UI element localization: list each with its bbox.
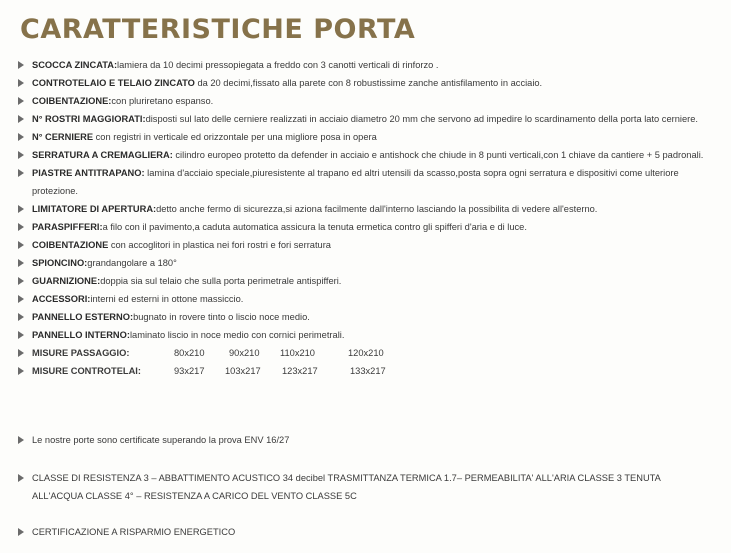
feature-label: PARASPIFFERI: xyxy=(32,222,103,232)
feature-text: con accoglitori in plastica nei fori rostri e fori serratura xyxy=(108,240,331,250)
feature-text: detto anche fermo di sicurezza,si aziona facilmente dall'interno lasciando la possibilita di vedere all'esterno. xyxy=(156,204,598,214)
feature-cerniere xyxy=(18,128,718,146)
bullet-icon xyxy=(18,436,24,444)
feature-text: con registri in verticale ed orizzontale per una migliore posa in opera xyxy=(93,132,377,142)
measure-value: 120x210 xyxy=(348,348,384,358)
bullet-icon xyxy=(18,151,24,159)
feature-serratura xyxy=(18,146,718,164)
bullet-icon xyxy=(18,474,24,482)
feature-text: grandangolare a 180° xyxy=(87,258,177,268)
feature-pannello-interno xyxy=(18,326,718,344)
note-classes xyxy=(18,469,712,505)
feature-label: COIBENTAZIONE xyxy=(32,240,109,250)
note-energy xyxy=(18,523,712,541)
feature-label: COIBENTAZIONE: xyxy=(32,96,112,106)
note-text: CERTIFICAZIONE A RISPARMIO ENERGETICO xyxy=(32,527,236,537)
feature-text: lamiera da 10 decimi pressopiegata a freddo con 3 canotti verticali di rinforzo . xyxy=(117,60,439,70)
feature-text: laminato liscio in noce medio con cornici perimetrali. xyxy=(129,330,345,340)
features-list xyxy=(18,56,718,380)
bullet-icon xyxy=(18,528,24,536)
bullet-icon xyxy=(18,205,24,213)
measure-value: 80x210 xyxy=(174,348,205,358)
bullet-icon xyxy=(18,169,24,177)
bullet-icon xyxy=(18,97,24,105)
feature-label: SPIONCINO: xyxy=(32,258,88,268)
feature-label: PIASTRE ANTITRAPANO: xyxy=(32,168,145,178)
bullet-icon xyxy=(18,331,24,339)
feature-label: SERRATURA A CREMAGLIERA: xyxy=(32,150,173,160)
feature-text: con pluriretano espanso. xyxy=(111,96,214,106)
bullet-icon xyxy=(18,295,24,303)
measure-value: 110x210 xyxy=(280,348,315,358)
measure-label: MISURE CONTROTELAI: xyxy=(32,366,141,376)
bullet-icon xyxy=(18,61,24,69)
bullet-icon xyxy=(18,115,24,123)
note-text: CLASSE DI RESISTENZA 3 – ABBATTIMENTO ACUSTICO 34 decibel TRASMITTANZA TERMICA 1.7– PERMEABILITA' ALL'ARIA CLASSE 3 TENUTA ALL'ACQUA CLASSE 4° – RESISTENZA A CARICO DEL VENTO CLASSE 5C xyxy=(32,473,661,501)
feature-scocca xyxy=(18,56,718,74)
feature-text: interni ed esterni in ottone massiccio. xyxy=(90,294,244,304)
note-text: Le nostre porte sono certificate superando la prova ENV 16/27 xyxy=(32,435,290,445)
bullet-icon xyxy=(18,313,24,321)
feature-coibentazione xyxy=(18,92,718,110)
bullet-icon xyxy=(18,223,24,231)
feature-pannello-esterno xyxy=(18,308,718,326)
feature-rostri xyxy=(18,110,718,128)
bullet-icon xyxy=(18,259,24,267)
page-title: CARATTERISTICHE PORTA xyxy=(20,14,416,45)
bullet-icon xyxy=(18,367,24,375)
feature-text: bugnato in rovere tinto o liscio noce medio. xyxy=(133,312,310,322)
measure-value: 133x217 xyxy=(350,366,386,376)
feature-text: cilindro europeo protetto da defender in acciaio e antishock che chiude in 8 punti verticali,con 1 chiave da cantiere + 5 padronali. xyxy=(172,150,704,160)
feature-limitatore xyxy=(18,200,718,218)
bullet-icon xyxy=(18,133,24,141)
note-certified xyxy=(18,431,712,449)
feature-label: N° CERNIERE xyxy=(32,132,94,142)
measure-value: 103x217 xyxy=(225,366,261,376)
bullet-icon xyxy=(18,241,24,249)
measure-value: 123x217 xyxy=(282,366,318,376)
measure-row-controtelai xyxy=(18,362,718,380)
feature-controtelaio xyxy=(18,74,718,92)
feature-piastre xyxy=(18,164,718,200)
feature-text: lamina d'acciaio speciale,piuresistente al trapano ed altri utensili da scasso,posta sopra ogni serratura e dispositivi come ulteriore protezione. xyxy=(32,168,679,196)
feature-label: CONTROTELAIO E TELAIO ZINCATO xyxy=(32,78,195,88)
feature-text: doppia sia sul telaio che sulla porta perimetrale antispifferi. xyxy=(100,276,342,286)
feature-guarnizione xyxy=(18,272,718,290)
feature-text: a filo con il pavimento,a caduta automatica assicura la tenuta ermetica contro gli spifferi d'aria e di luce. xyxy=(102,222,527,232)
feature-text: da 20 decimi,fissato alla parete con 8 robustissime zanche antisfilamento in acciaio. xyxy=(194,78,543,88)
feature-label: SCOCCA ZINCATA: xyxy=(32,60,118,70)
feature-label: ACCESSORI: xyxy=(32,294,91,304)
feature-label: GUARNIZIONE: xyxy=(32,276,101,286)
feature-label: PANNELLO INTERNO: xyxy=(32,330,130,340)
bullet-icon xyxy=(18,277,24,285)
feature-label: LIMITATORE DI APERTURA: xyxy=(32,204,157,214)
bullet-icon xyxy=(18,349,24,357)
feature-text: disposti sul lato delle cerniere realizzati in acciaio diametro 20 mm che servono ad impedire lo scardinamento della porta lato cerniere. xyxy=(145,114,698,124)
feature-paraspifferi xyxy=(18,218,718,236)
feature-label: PANNELLO ESTERNO: xyxy=(32,312,134,322)
measure-value: 90x210 xyxy=(229,348,260,358)
measure-label: MISURE PASSAGGIO: xyxy=(32,348,130,358)
feature-coibentazione-2 xyxy=(18,236,718,254)
feature-spioncino xyxy=(18,254,718,272)
measure-value: 93x217 xyxy=(174,366,205,376)
feature-label: N° ROSTRI MAGGIORATI: xyxy=(32,114,146,124)
bullet-icon xyxy=(18,79,24,87)
measure-row-passaggio xyxy=(18,344,718,362)
feature-accessori xyxy=(18,290,718,308)
